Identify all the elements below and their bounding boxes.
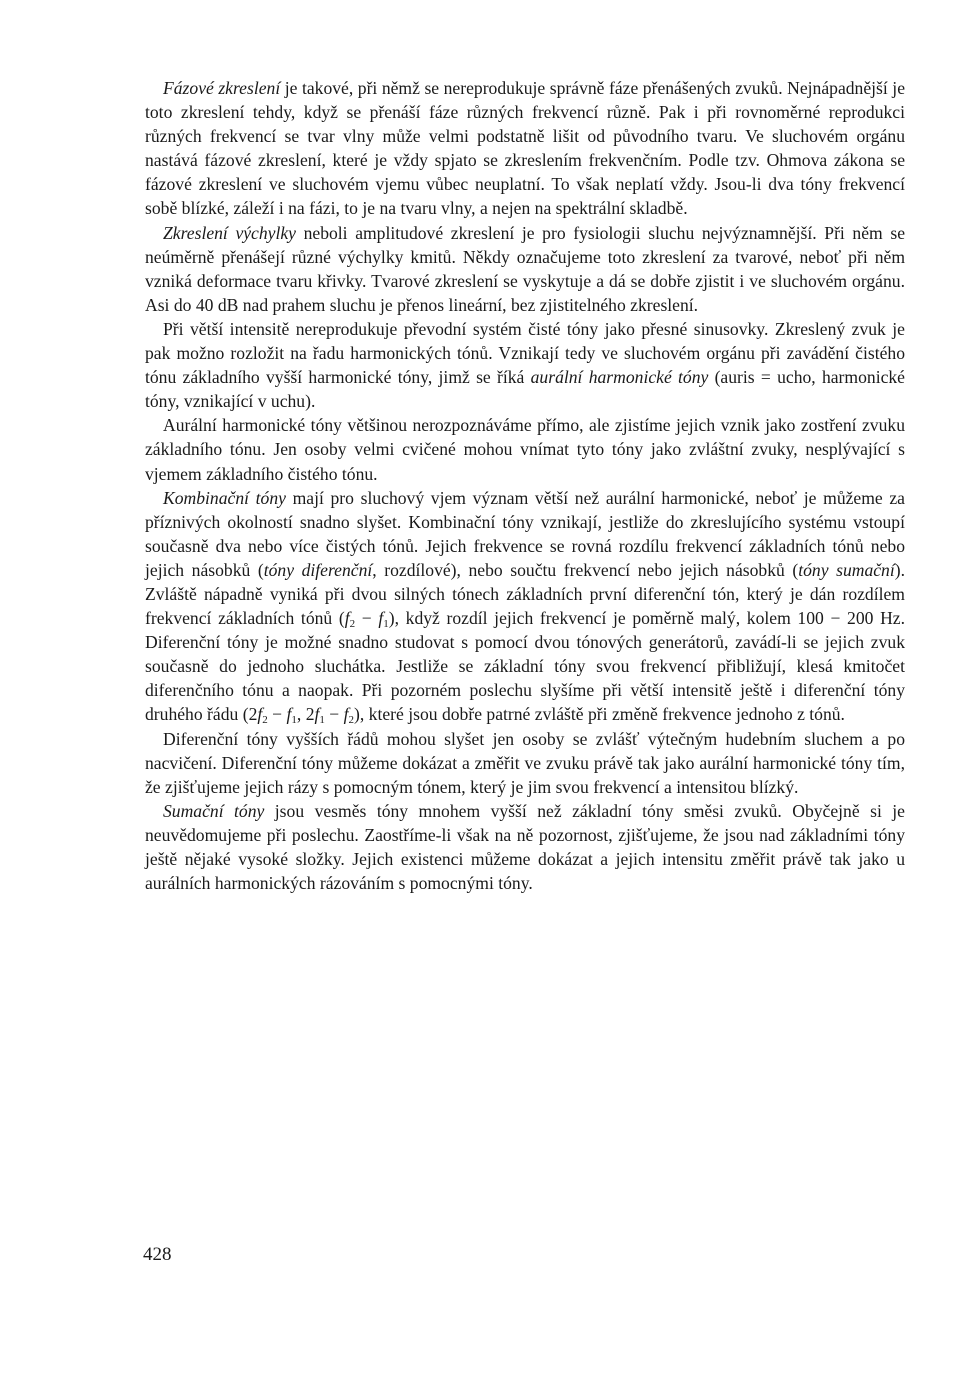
text-run: mají pro sluchový vjem význam větší než aurální harmonické, neboť je můžeme za příznivých okolností snadno slyšet. Kombinační tóny vznikají, jestliže do zkreslujícího systému vstoupí současně dva nebo více čistých tónů. Jejich frekvence se rovná rozdílu frekvencí základních tónů nebo jejich násobků ( [145, 487, 905, 580]
italic-term: aurální harmonické tóny [530, 367, 709, 388]
text-run: neboli amplitudové zkreslení je pro fysiologii sluchu nejvýznamnější. Při něm se neúměrně přenášejí různé výchylky kmitů. Někdy označujeme toto zkreslení za tvarové, neboť při něm vzniká deformace tvaru křivky. Tvarové zkreslení se vyskytuje a dá se dobře zjistit i ve sluchovém orgánu. Asi do 40 dB nad prahem sluchu je přenos lineární, bez zjistitelného zkreslení. [145, 222, 905, 315]
paragraph [145, 799, 905, 895]
italic-term: tóny sumační [798, 559, 895, 580]
text-run: jsou vesměs tóny mnohem vyšší než základní tóny směsi zvuků. Obyčejně si je neuvědomujeme při poslechu. Zaostříme-li však na ně pozornost, zjišťujeme, že jsou nad základními tóny ještě nějaké vysoké složky. Jejich existenci můžeme dokázat a jejich intensitu změřit právě tak jako u aurálních harmonických rázováním s pomocnými tóny. [145, 800, 905, 894]
text-run: ). Zvláště nápadně vyniká při dvou silných tónech základních první diferenční tón, který je dán rozdílem frekvencí základních tónů ( [145, 559, 905, 629]
paragraph [145, 317, 905, 413]
subscript: 2 [348, 714, 354, 727]
italic-term: Sumační tóny [163, 800, 265, 821]
page-body [145, 76, 905, 895]
text-run: − [267, 704, 287, 725]
italic-term: f [314, 704, 320, 725]
italic-term: Zkreslení výchylky [163, 222, 296, 243]
italic-term: f [257, 704, 263, 725]
italic-term: f [344, 608, 350, 629]
page-number: 428 [143, 1244, 172, 1265]
text-run: − [324, 704, 344, 725]
text-run: , rozdílové), nebo součtu frekvencí nebo jejich násobků ( [372, 559, 799, 580]
subscript: 2 [262, 714, 268, 727]
text-block [145, 76, 905, 895]
subscript: 2 [349, 618, 356, 631]
subscript: 1 [291, 714, 297, 727]
subscript: 1 [383, 618, 389, 631]
text-run: Při větší intensitě nereprodukuje převodní systém čisté tóny jako přesné sinusovky. Zkreslený zvuk je pak možno rozložit na řadu harmonických tónů. Vznikají tedy ve sluchovém orgánu při zavádění čistého tónu základního vyšší harmonické tóny, jimž se říká [145, 318, 905, 388]
paragraph [145, 413, 905, 485]
paragraph [145, 727, 905, 799]
text-run: − [355, 608, 379, 629]
paragraph [145, 486, 905, 727]
text-run: , 2 [296, 704, 315, 725]
text-run: je takové, při němž se nereprodukuje správně fáze přenášených zvuků. Nejnápadnější je toto zkreslení tehdy, když se přenáší fáze různých frekvencí různě. Pak i při rovnoměrné reprodukci různých frekvencí se tvar vlny může velmi podstatně lišit od původního tvaru. Ve sluchovém orgánu nastává fázové zkreslení, které je vždy spjato se zkreslením frekvenčním. Podle tzv. Ohmova zákona se fázové zkreslení ve sluchovém vjemu vůbec neuplatní. To však neplatí vždy. Jsou-li dva tóny frekvencí sobě blízké, záleží i na fázi, to je na tvaru vlny, a nejen na spektrální skladbě. [145, 78, 906, 219]
text-run: Aurální harmonické tóny většinou nerozpoznáváme přímo, ale zjistíme jejich vznik jako zostření zvuku základního tónu. Jen osoby velmi cvičené mohou vnímat tyto tóny jako zvláštní zvuky, nesplývající s vjemem základního čistého tónu. [145, 415, 905, 484]
italic-term: f [378, 608, 384, 629]
text-run: ), které jsou dobře patrné zvláště při změně frekvence jednoho z tónů. [354, 704, 845, 725]
text-run: ), když rozdíl jejich frekvencí je poměrně malý, kolem 100 − 200 Hz. Diferenční tóny je možné snadno studovat s pomocí dvou tónových generátorů, zavádí-li se jejich zvuk současně do jednoho sluchátka. Jestliže se základní tóny svou frekvencí přibližují, klesá kmitočet diferenčního tónu a naopak. Při pozorném poslechu slyšíme při větší intensitě ještě i diferenční tóny druhého řádu (2 [145, 608, 905, 725]
paragraph [145, 76, 905, 221]
subscript: 1 [319, 714, 325, 727]
italic-term: f [343, 704, 349, 725]
italic-term: Kombinační tóny [163, 487, 286, 508]
italic-term: f [286, 704, 292, 725]
italic-term: tóny diferenční [263, 559, 373, 580]
italic-term: Fázové zkreslení [163, 78, 281, 98]
text-run: Diferenční tóny vyšších řádů mohou slyšet jen osoby se zvlášť výtečným hudebním sluchem a po nacvičení. Diferenční tóny můžeme dokázat a změřit ve zvuku právě tak jako aurální harmonické tóny tím, že zjišťujeme jejich rázy s pomocným tónem, který je jim svou frekvencí a intensitou blízký. [145, 728, 905, 797]
paragraph [145, 221, 905, 317]
text-run: (auris = ucho, harmonické tóny, vznikající v uchu). [145, 367, 905, 412]
